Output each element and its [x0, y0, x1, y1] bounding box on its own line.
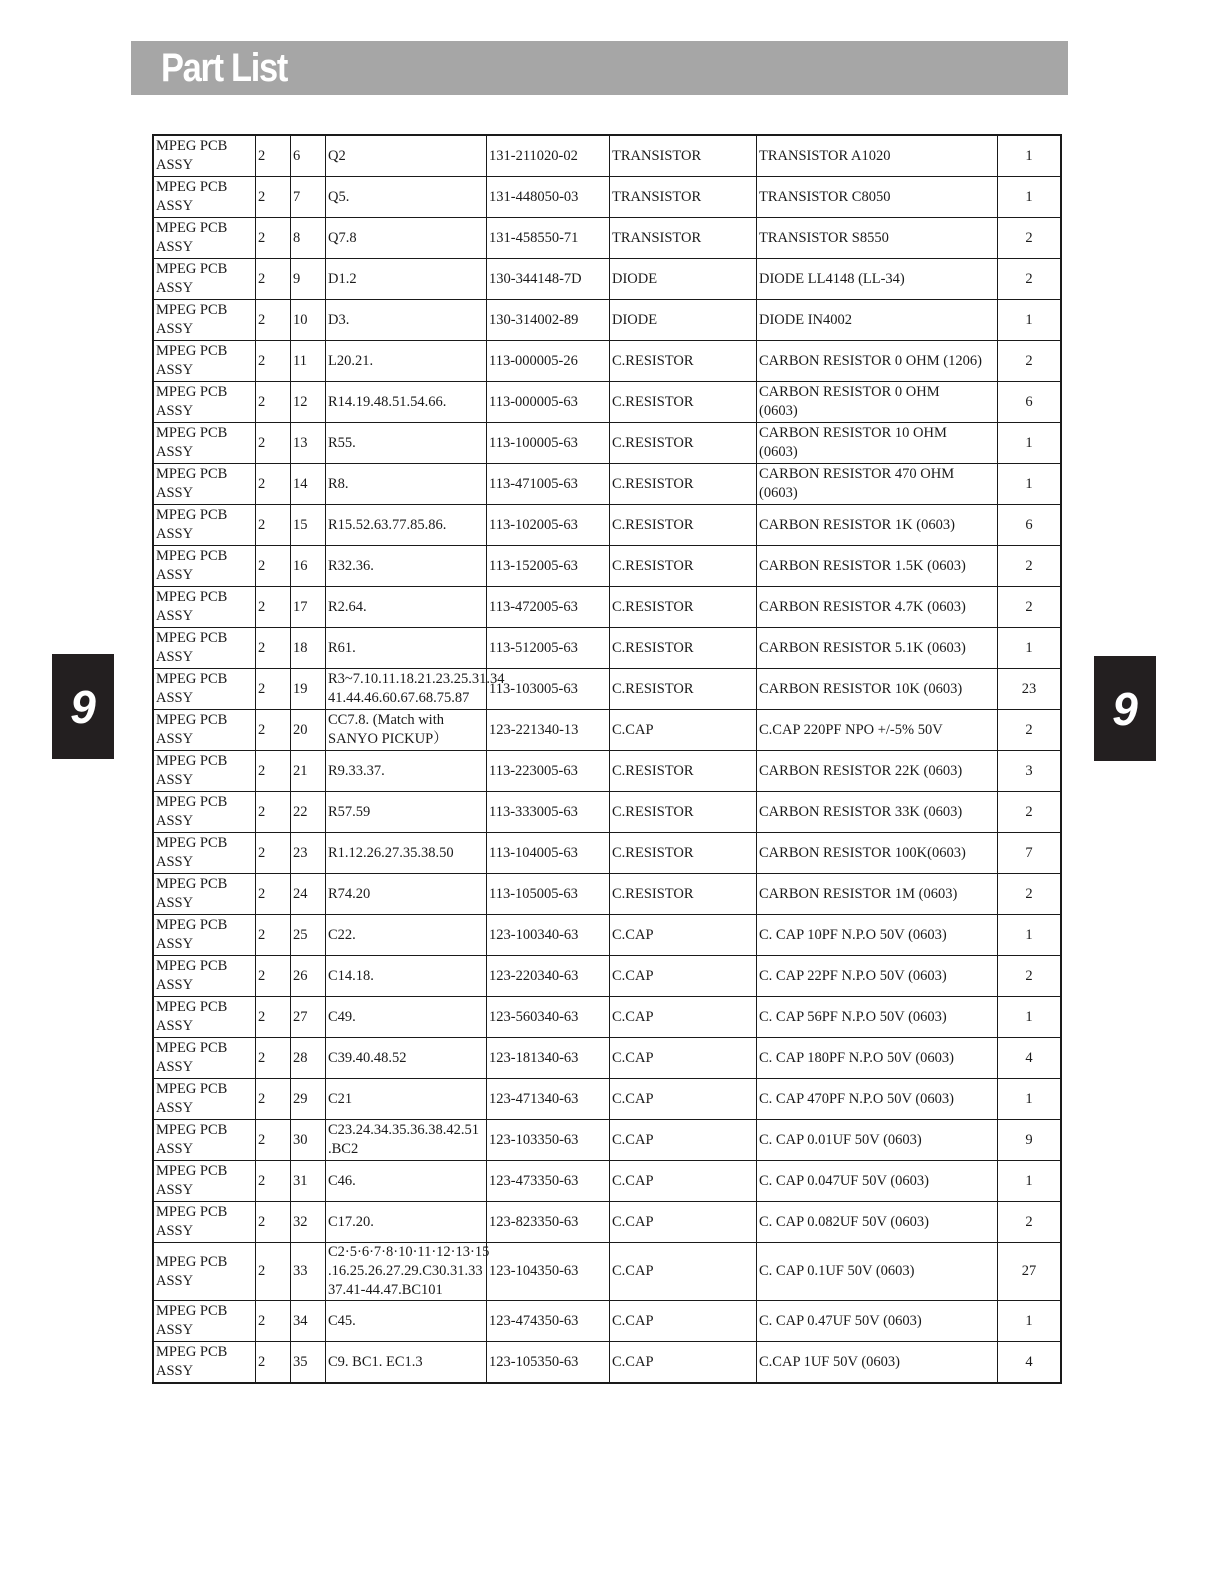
- cell-description: C.CAP: [610, 1243, 757, 1301]
- cell-part-number: 113-104005-63: [487, 833, 610, 874]
- table-row: [153, 1079, 1061, 1120]
- cell-specification: CARBON RESISTOR 100K(0603): [757, 833, 998, 874]
- cell-specification: CARBON RESISTOR 5.1K (0603): [757, 628, 998, 669]
- cell-description: TRANSISTOR: [610, 218, 757, 259]
- cell-description: C.RESISTOR: [610, 587, 757, 628]
- cell-item-number: 27: [291, 997, 326, 1038]
- cell-description: C.CAP: [610, 1202, 757, 1243]
- cell-group: 2: [256, 628, 291, 669]
- cell-quantity: 1: [998, 915, 1062, 956]
- cell-quantity: 9: [998, 1120, 1062, 1161]
- parts-table-body: [153, 135, 1061, 1383]
- table-row: [153, 874, 1061, 915]
- cell-assembly: MPEG PCB ASSY: [153, 751, 256, 792]
- cell-location: C9. BC1. EC1.3: [326, 1342, 487, 1384]
- cell-specification: C. CAP 0.47UF 50V (0603): [757, 1301, 998, 1342]
- cell-description: C.RESISTOR: [610, 628, 757, 669]
- cell-group: 2: [256, 300, 291, 341]
- table-row: [153, 1120, 1061, 1161]
- cell-quantity: 2: [998, 259, 1062, 300]
- cell-quantity: 2: [998, 956, 1062, 997]
- cell-item-number: 17: [291, 587, 326, 628]
- cell-specification: C. CAP 0.1UF 50V (0603): [757, 1243, 998, 1301]
- cell-part-number: 123-181340-63: [487, 1038, 610, 1079]
- cell-description: C.RESISTOR: [610, 464, 757, 505]
- cell-group: 2: [256, 1120, 291, 1161]
- cell-group: 2: [256, 135, 291, 177]
- cell-part-number: 123-221340-13: [487, 710, 610, 751]
- cell-location: C39.40.48.52: [326, 1038, 487, 1079]
- cell-assembly: MPEG PCB ASSY: [153, 259, 256, 300]
- cell-location: R9.33.37.: [326, 751, 487, 792]
- table-row: [153, 300, 1061, 341]
- cell-specification: C. CAP 0.047UF 50V (0603): [757, 1161, 998, 1202]
- table-row: [153, 587, 1061, 628]
- cell-part-number: 123-100340-63: [487, 915, 610, 956]
- cell-assembly: MPEG PCB ASSY: [153, 1038, 256, 1079]
- cell-group: 2: [256, 669, 291, 710]
- cell-assembly: MPEG PCB ASSY: [153, 135, 256, 177]
- cell-part-number: 123-105350-63: [487, 1342, 610, 1384]
- cell-location: C45.: [326, 1301, 487, 1342]
- cell-assembly: MPEG PCB ASSY: [153, 997, 256, 1038]
- table-row: [153, 259, 1061, 300]
- cell-part-number: 130-344148-7D: [487, 259, 610, 300]
- cell-item-number: 10: [291, 300, 326, 341]
- cell-item-number: 7: [291, 177, 326, 218]
- cell-specification: C. CAP 0.01UF 50V (0603): [757, 1120, 998, 1161]
- cell-item-number: 29: [291, 1079, 326, 1120]
- cell-specification: C. CAP 22PF N.P.O 50V (0603): [757, 956, 998, 997]
- table-row: [153, 1038, 1061, 1079]
- cell-quantity: 1: [998, 997, 1062, 1038]
- table-row: [153, 833, 1061, 874]
- cell-description: TRANSISTOR: [610, 177, 757, 218]
- cell-location: R8.: [326, 464, 487, 505]
- cell-part-number: 113-223005-63: [487, 751, 610, 792]
- cell-assembly: MPEG PCB ASSY: [153, 833, 256, 874]
- cell-specification: C. CAP 180PF N.P.O 50V (0603): [757, 1038, 998, 1079]
- cell-item-number: 33: [291, 1243, 326, 1301]
- cell-item-number: 6: [291, 135, 326, 177]
- cell-location: CC7.8. (Match with SANYO PICKUP）: [326, 710, 487, 751]
- cell-description: C.CAP: [610, 956, 757, 997]
- cell-description: C.CAP: [610, 915, 757, 956]
- cell-location: C17.20.: [326, 1202, 487, 1243]
- cell-item-number: 26: [291, 956, 326, 997]
- cell-part-number: 113-105005-63: [487, 874, 610, 915]
- cell-part-number: 131-458550-71: [487, 218, 610, 259]
- cell-quantity: 2: [998, 341, 1062, 382]
- cell-group: 2: [256, 423, 291, 464]
- cell-description: C.RESISTOR: [610, 382, 757, 423]
- cell-part-number: 123-471340-63: [487, 1079, 610, 1120]
- cell-quantity: 1: [998, 177, 1062, 218]
- cell-description: C.CAP: [610, 1301, 757, 1342]
- cell-assembly: MPEG PCB ASSY: [153, 341, 256, 382]
- cell-group: 2: [256, 259, 291, 300]
- cell-description: C.RESISTOR: [610, 423, 757, 464]
- cell-description: C.RESISTOR: [610, 546, 757, 587]
- cell-specification: TRANSISTOR A1020: [757, 135, 998, 177]
- cell-assembly: MPEG PCB ASSY: [153, 382, 256, 423]
- cell-assembly: MPEG PCB ASSY: [153, 628, 256, 669]
- cell-assembly: MPEG PCB ASSY: [153, 1202, 256, 1243]
- cell-location: C21: [326, 1079, 487, 1120]
- table-row: [153, 956, 1061, 997]
- cell-quantity: 1: [998, 1079, 1062, 1120]
- cell-description: C.RESISTOR: [610, 751, 757, 792]
- table-row: [153, 464, 1061, 505]
- cell-part-number: 113-512005-63: [487, 628, 610, 669]
- cell-description: C.CAP: [610, 1342, 757, 1384]
- table-row: [153, 997, 1061, 1038]
- cell-assembly: MPEG PCB ASSY: [153, 956, 256, 997]
- cell-group: 2: [256, 587, 291, 628]
- table-row: [153, 423, 1061, 464]
- cell-location: L20.21.: [326, 341, 487, 382]
- cell-assembly: MPEG PCB ASSY: [153, 300, 256, 341]
- cell-item-number: 15: [291, 505, 326, 546]
- table-row: [153, 177, 1061, 218]
- cell-quantity: 1: [998, 423, 1062, 464]
- cell-group: 2: [256, 915, 291, 956]
- cell-item-number: 23: [291, 833, 326, 874]
- cell-quantity: 2: [998, 1202, 1062, 1243]
- table-row: [153, 1342, 1061, 1384]
- cell-assembly: MPEG PCB ASSY: [153, 505, 256, 546]
- cell-assembly: MPEG PCB ASSY: [153, 915, 256, 956]
- cell-part-number: 113-333005-63: [487, 792, 610, 833]
- cell-part-number: 123-103350-63: [487, 1120, 610, 1161]
- cell-group: 2: [256, 751, 291, 792]
- cell-part-number: 123-473350-63: [487, 1161, 610, 1202]
- cell-specification: TRANSISTOR S8550: [757, 218, 998, 259]
- cell-location: D1.2: [326, 259, 487, 300]
- cell-specification: DIODE LL4148 (LL-34): [757, 259, 998, 300]
- cell-assembly: MPEG PCB ASSY: [153, 1342, 256, 1384]
- cell-assembly: MPEG PCB ASSY: [153, 1301, 256, 1342]
- cell-location: C49.: [326, 997, 487, 1038]
- cell-quantity: 1: [998, 464, 1062, 505]
- cell-location: C23.24.34.35.36.38.42.51 .BC2: [326, 1120, 487, 1161]
- cell-quantity: 6: [998, 505, 1062, 546]
- cell-quantity: 2: [998, 874, 1062, 915]
- cell-group: 2: [256, 546, 291, 587]
- cell-group: 2: [256, 1038, 291, 1079]
- cell-specification: CARBON RESISTOR 10K (0603): [757, 669, 998, 710]
- cell-location: C46.: [326, 1161, 487, 1202]
- cell-part-number: 131-211020-02: [487, 135, 610, 177]
- cell-description: C.RESISTOR: [610, 792, 757, 833]
- cell-description: C.RESISTOR: [610, 874, 757, 915]
- cell-description: C.CAP: [610, 710, 757, 751]
- cell-description: C.CAP: [610, 997, 757, 1038]
- cell-group: 2: [256, 1161, 291, 1202]
- cell-description: C.CAP: [610, 1079, 757, 1120]
- cell-quantity: 3: [998, 751, 1062, 792]
- cell-quantity: 1: [998, 1301, 1062, 1342]
- cell-group: 2: [256, 177, 291, 218]
- table-row: [153, 1161, 1061, 1202]
- cell-assembly: MPEG PCB ASSY: [153, 710, 256, 751]
- cell-item-number: 8: [291, 218, 326, 259]
- cell-item-number: 20: [291, 710, 326, 751]
- header-bar: [131, 41, 1068, 95]
- cell-part-number: 113-472005-63: [487, 587, 610, 628]
- cell-location: R55.: [326, 423, 487, 464]
- cell-item-number: 22: [291, 792, 326, 833]
- cell-location: R57.59: [326, 792, 487, 833]
- cell-item-number: 21: [291, 751, 326, 792]
- cell-group: 2: [256, 505, 291, 546]
- cell-assembly: MPEG PCB ASSY: [153, 1079, 256, 1120]
- table-row: [153, 1301, 1061, 1342]
- table-row: [153, 546, 1061, 587]
- cell-item-number: 13: [291, 423, 326, 464]
- cell-quantity: 2: [998, 710, 1062, 751]
- cell-description: TRANSISTOR: [610, 135, 757, 177]
- cell-location: C2·5·6·7·8·10·11·12·13·15 .16.25.26.27.29.C30.31.33 37.41-44.47.BC101: [326, 1243, 487, 1301]
- page-title: Part List: [161, 46, 288, 90]
- table-row: [153, 1202, 1061, 1243]
- cell-quantity: 2: [998, 546, 1062, 587]
- cell-assembly: MPEG PCB ASSY: [153, 792, 256, 833]
- cell-group: 2: [256, 956, 291, 997]
- cell-part-number: 113-100005-63: [487, 423, 610, 464]
- cell-quantity: 6: [998, 382, 1062, 423]
- cell-specification: CARBON RESISTOR 0 OHM (0603): [757, 382, 998, 423]
- cell-description: DIODE: [610, 300, 757, 341]
- cell-quantity: 4: [998, 1038, 1062, 1079]
- cell-quantity: 27: [998, 1243, 1062, 1301]
- cell-location: R74.20: [326, 874, 487, 915]
- table-row: [153, 915, 1061, 956]
- cell-item-number: 30: [291, 1120, 326, 1161]
- table-row: [153, 1243, 1061, 1301]
- cell-assembly: MPEG PCB ASSY: [153, 1243, 256, 1301]
- cell-specification: C. CAP 470PF N.P.O 50V (0603): [757, 1079, 998, 1120]
- cell-assembly: MPEG PCB ASSY: [153, 218, 256, 259]
- cell-item-number: 12: [291, 382, 326, 423]
- cell-specification: CARBON RESISTOR 4.7K (0603): [757, 587, 998, 628]
- cell-quantity: 1: [998, 300, 1062, 341]
- cell-item-number: 16: [291, 546, 326, 587]
- cell-description: C.RESISTOR: [610, 833, 757, 874]
- cell-group: 2: [256, 997, 291, 1038]
- cell-description: C.CAP: [610, 1161, 757, 1202]
- table-row: [153, 382, 1061, 423]
- cell-part-number: 113-152005-63: [487, 546, 610, 587]
- cell-assembly: MPEG PCB ASSY: [153, 1120, 256, 1161]
- cell-group: 2: [256, 874, 291, 915]
- cell-item-number: 18: [291, 628, 326, 669]
- table-row: [153, 792, 1061, 833]
- cell-item-number: 25: [291, 915, 326, 956]
- cell-quantity: 7: [998, 833, 1062, 874]
- table-row: [153, 710, 1061, 751]
- cell-description: C.RESISTOR: [610, 669, 757, 710]
- cell-part-number: 113-102005-63: [487, 505, 610, 546]
- cell-group: 2: [256, 1301, 291, 1342]
- cell-part-number: 113-000005-63: [487, 382, 610, 423]
- cell-location: R15.52.63.77.85.86.: [326, 505, 487, 546]
- cell-specification: CARBON RESISTOR 22K (0603): [757, 751, 998, 792]
- table-row: [153, 505, 1061, 546]
- cell-item-number: 32: [291, 1202, 326, 1243]
- cell-specification: C.CAP 1UF 50V (0603): [757, 1342, 998, 1384]
- cell-specification: CARBON RESISTOR 1K (0603): [757, 505, 998, 546]
- cell-location: Q5.: [326, 177, 487, 218]
- table-row: [153, 135, 1061, 177]
- cell-description: C.CAP: [610, 1120, 757, 1161]
- cell-group: 2: [256, 710, 291, 751]
- cell-group: 2: [256, 1079, 291, 1120]
- cell-part-number: 113-103005-63: [487, 669, 610, 710]
- cell-location: R1.12.26.27.35.38.50: [326, 833, 487, 874]
- cell-group: 2: [256, 792, 291, 833]
- cell-assembly: MPEG PCB ASSY: [153, 874, 256, 915]
- cell-item-number: 11: [291, 341, 326, 382]
- cell-part-number: 131-448050-03: [487, 177, 610, 218]
- cell-group: 2: [256, 464, 291, 505]
- cell-specification: C.CAP 220PF NPO +/-5% 50V: [757, 710, 998, 751]
- cell-location: C22.: [326, 915, 487, 956]
- cell-assembly: MPEG PCB ASSY: [153, 177, 256, 218]
- cell-item-number: 31: [291, 1161, 326, 1202]
- cell-part-number: 130-314002-89: [487, 300, 610, 341]
- cell-location: Q7.8: [326, 218, 487, 259]
- chapter-tab-right: 9: [1094, 656, 1156, 761]
- cell-assembly: MPEG PCB ASSY: [153, 669, 256, 710]
- cell-part-number: 123-823350-63: [487, 1202, 610, 1243]
- cell-part-number: 123-474350-63: [487, 1301, 610, 1342]
- cell-quantity: 2: [998, 792, 1062, 833]
- cell-location: R14.19.48.51.54.66.: [326, 382, 487, 423]
- cell-group: 2: [256, 1342, 291, 1384]
- cell-quantity: 2: [998, 587, 1062, 628]
- cell-description: C.RESISTOR: [610, 341, 757, 382]
- cell-specification: TRANSISTOR C8050: [757, 177, 998, 218]
- cell-part-number: 113-471005-63: [487, 464, 610, 505]
- cell-specification: CARBON RESISTOR 1M (0603): [757, 874, 998, 915]
- cell-description: C.CAP: [610, 1038, 757, 1079]
- cell-part-number: 123-104350-63: [487, 1243, 610, 1301]
- cell-location: D3.: [326, 300, 487, 341]
- cell-quantity: 1: [998, 628, 1062, 669]
- cell-quantity: 1: [998, 1161, 1062, 1202]
- cell-item-number: 19: [291, 669, 326, 710]
- cell-item-number: 24: [291, 874, 326, 915]
- cell-specification: CARBON RESISTOR 470 OHM (0603): [757, 464, 998, 505]
- cell-quantity: 1: [998, 135, 1062, 177]
- table-row: [153, 751, 1061, 792]
- cell-quantity: 2: [998, 218, 1062, 259]
- cell-item-number: 35: [291, 1342, 326, 1384]
- cell-specification: CARBON RESISTOR 0 OHM (1206): [757, 341, 998, 382]
- chapter-tab-left: 9: [52, 654, 114, 759]
- cell-item-number: 28: [291, 1038, 326, 1079]
- cell-quantity: 23: [998, 669, 1062, 710]
- cell-group: 2: [256, 218, 291, 259]
- cell-location: C14.18.: [326, 956, 487, 997]
- cell-specification: CARBON RESISTOR 10 OHM (0603): [757, 423, 998, 464]
- cell-part-number: 123-220340-63: [487, 956, 610, 997]
- cell-description: C.RESISTOR: [610, 505, 757, 546]
- cell-group: 2: [256, 341, 291, 382]
- parts-table: [152, 134, 1062, 1384]
- cell-specification: CARBON RESISTOR 33K (0603): [757, 792, 998, 833]
- cell-item-number: 9: [291, 259, 326, 300]
- cell-assembly: MPEG PCB ASSY: [153, 423, 256, 464]
- table-row: [153, 669, 1061, 710]
- cell-assembly: MPEG PCB ASSY: [153, 587, 256, 628]
- cell-group: 2: [256, 1243, 291, 1301]
- cell-quantity: 4: [998, 1342, 1062, 1384]
- table-row: [153, 628, 1061, 669]
- cell-assembly: MPEG PCB ASSY: [153, 464, 256, 505]
- cell-specification: C. CAP 10PF N.P.O 50V (0603): [757, 915, 998, 956]
- cell-location: R2.64.: [326, 587, 487, 628]
- cell-part-number: 123-560340-63: [487, 997, 610, 1038]
- cell-location: R32.36.: [326, 546, 487, 587]
- cell-item-number: 14: [291, 464, 326, 505]
- cell-group: 2: [256, 833, 291, 874]
- cell-specification: CARBON RESISTOR 1.5K (0603): [757, 546, 998, 587]
- cell-location: Q2: [326, 135, 487, 177]
- cell-assembly: MPEG PCB ASSY: [153, 1161, 256, 1202]
- table-row: [153, 218, 1061, 259]
- cell-group: 2: [256, 1202, 291, 1243]
- cell-group: 2: [256, 382, 291, 423]
- cell-description: DIODE: [610, 259, 757, 300]
- table-row: [153, 341, 1061, 382]
- cell-location: R3~7.10.11.18.21.23.25.31.34 41.44.46.60.67.68.75.87: [326, 669, 487, 710]
- cell-location: R61.: [326, 628, 487, 669]
- cell-specification: DIODE IN4002: [757, 300, 998, 341]
- cell-item-number: 34: [291, 1301, 326, 1342]
- cell-specification: C. CAP 0.082UF 50V (0603): [757, 1202, 998, 1243]
- cell-part-number: 113-000005-26: [487, 341, 610, 382]
- cell-specification: C. CAP 56PF N.P.O 50V (0603): [757, 997, 998, 1038]
- cell-assembly: MPEG PCB ASSY: [153, 546, 256, 587]
